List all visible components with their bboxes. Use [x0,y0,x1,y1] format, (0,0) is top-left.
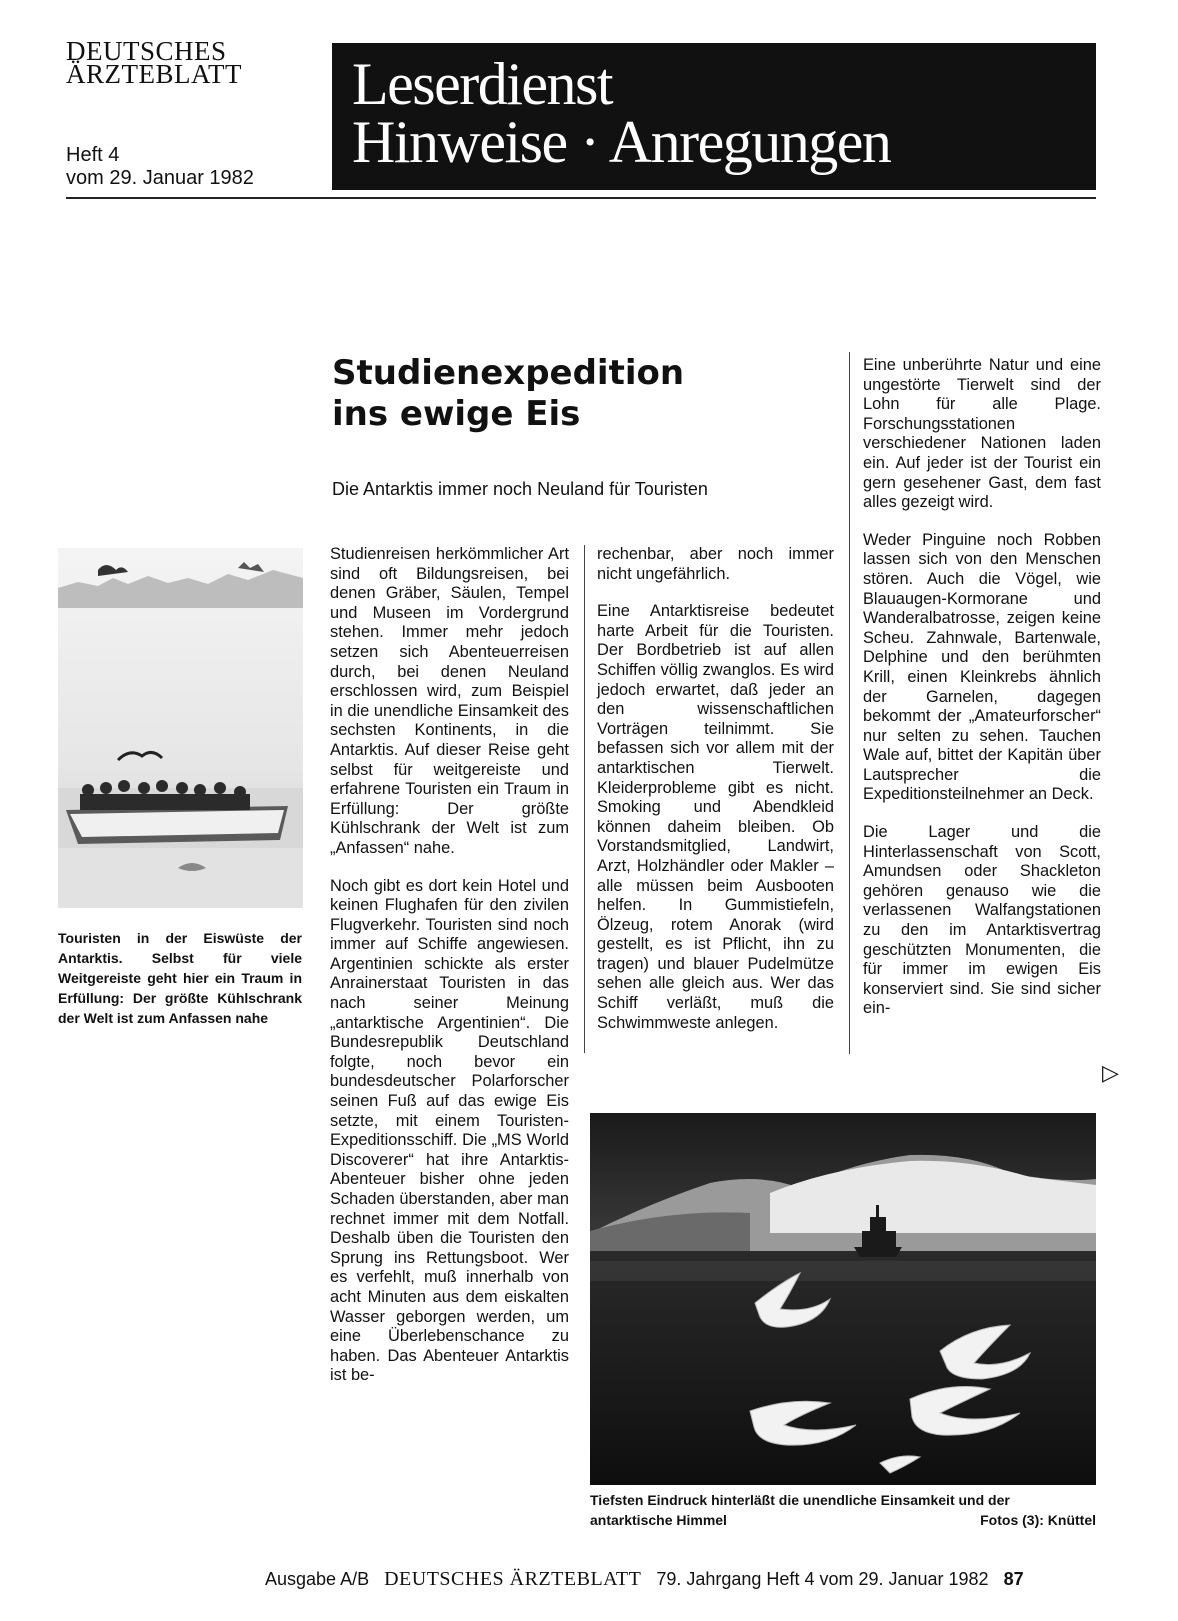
article-column-3 [863,356,1101,1019]
footer-volume: 79. Jahrgang Heft 4 vom 29. Januar 1982 [656,1569,989,1589]
paragraph: Eine Antarktisreise bedeutet harte Arbeit für die Touristen. Der Bordbetrieb ist auf allen Schiffen völlig zwanglos. Es wird jedoch erwartet, daß jeder an den wissenschaftlichen Vorträgen teilnimmt. Sie befassen sich vor allem mit der antarktischen Tierwelt. Kleiderprobleme gibt es nicht. Smoking und Abendkleid können daheim bleiben. Ob Vorstandsmitglied, Landwirt, Arzt, Holzhändler oder Makler – alle müssen beim Ausbooten helfen. In Gummistiefeln, Ölzeug, rotem Anorak (wird gestellt, es ist Pflicht, ihn zu tragen) und blauer Pudelmütze sehen alle gleich aus. Wer das Schiff verläßt, muß die Schwimmweste anlegen. [597,602,834,1032]
issue-date: vom 29. Januar 1982 [66,167,254,189]
column-divider [584,545,585,1053]
page-footer [265,1568,1024,1590]
masthead-line2: ÄRZTEBLATT [66,59,242,89]
paragraph: rechenbar, aber noch immer nicht ungefährlich. [597,545,834,583]
paragraph: Weder Pinguine noch Robben lassen sich von den Menschen stören. Auch die Vögel, wie Blauaugen-Kormorane und Wanderalbatrosse, zeigen keine Scheu. Zahnwale, Bartenwale, Delphine und den berühmten Krill, einen Kleinkrebs ähnlich der Garnelen, dagegen bekommt der „Amateurforscher“ nur selten zu sehen. Tauchen Wale auf, bittet der Kapitän über Lautsprecher die Expeditionsteilnehmer an Deck. [863,530,1101,804]
section-banner [332,43,1096,190]
banner-line1: Leserdienst [352,51,613,117]
article-column-1 [330,545,569,1386]
masthead-line1: DEUTSCHES [66,36,227,66]
title-line1: Studienexpedition [332,353,685,393]
article-title [332,353,812,435]
photo-ship-seagulls [590,1113,1096,1485]
issue-number: Heft 4 [66,144,120,166]
paragraph: Noch gibt es dort kein Hotel und keinen Flughafen für den zivilen Flugverkehr. Touristen sind noch immer auf Schiffe angewiesen. Argentinien schickte als erster Anrainerstaat Touristen in das nach seiner Meinung „antarktische Argentinien“. Die Bundesrepublik Deutschland folgte, noch bevor ein bundesdeutscher Polarforscher seinen Fuß auf das ewige Eis setzte, mit einem Touristen-Expeditionsschiff. Die „MS World Discoverer“ hat ihre Antarktis-Abenteuer bisher ohne jeden Schaden überstanden, aber man rechnet immer mit dem Notfall. Deshalb üben die Touristen den Sprung ins Rettungsboot. Wer es verfehlt, muß innerhalb von acht Minuten aus dem eiskalten Wasser geborgen werden, um eine Überlebenschance zu haben. Das Abenteuer Antarktis ist be- [330,876,569,1385]
photo-credit: Fotos (3): Knüttel [980,1512,1096,1528]
footer-edition: Ausgabe A/B [265,1569,370,1589]
photo2-caption-line2: antarktische Himmel [590,1512,727,1528]
article-column-2 [597,545,834,1033]
paragraph: Die Lager und die Hinterlassenschaft von Scott, Amundsen oder Shackleton gehören genauso wie die verlassenen Walfangstationen zu den im Antarktisvertrag geschützten Monumenten, die für immer im ewigen Eis konserviert sind. Sie sind sicher ein- [863,823,1101,1018]
photo1-caption: Touristen in der Eiswüste der Antarktis. Selbst für viele Weitgereiste geht hier ein Traum in Erfüllung: Der größte Kühlschrank der Welt ist zum Anfassen nahe [58,930,302,1026]
page-number: 87 [1003,1569,1024,1589]
continue-arrow-icon: ▷ [1102,1060,1119,1085]
footer-magazine: DEUTSCHES ÄRZTEBLATT [384,1568,642,1590]
photo2-caption-line1: Tiefsten Eindruck hinterläßt die unendliche Einsamkeit und der [590,1492,1010,1508]
masthead [66,36,242,89]
issue-info [66,144,254,190]
column-divider [849,352,850,1054]
photo2-caption [590,1490,1096,1530]
header-rule [66,197,1096,199]
banner-line2: Hinweise · Anregungen [352,109,891,175]
title-line2: ins ewige Eis [332,394,581,434]
photo-tourists-boat [58,548,303,908]
paragraph: Eine unberührte Natur und eine ungestörte Tierwelt sind der Lohn für alle Plage. Forschungsstationen verschiedener Nationen laden ein. Auf jeder ist der Tourist ein gern gesehener Gast, dem fast alles gezeigt wird. [863,356,1101,512]
paragraph: Studienreisen herkömmlicher Art sind oft Bildungsreisen, bei denen Gräber, Säulen, Tempel und Museen im Vordergrund stehen. Immer mehr jedoch setzen sich Abenteuerreisen durch, bei denen Neuland erschlossen wird, zum Beispiel in die unendliche Einsamkeit des sechsten Kontinents, in die Antarktis. Auf dieser Reise geht selbst für weitgereiste und erfahrene Touristen ein Traum in Erfüllung: Der größte Kühlschrank der Welt ist zum „Anfassen“ nahe. [330,545,569,857]
article-subtitle: Die Antarktis immer noch Neuland für Touristen [332,479,708,499]
